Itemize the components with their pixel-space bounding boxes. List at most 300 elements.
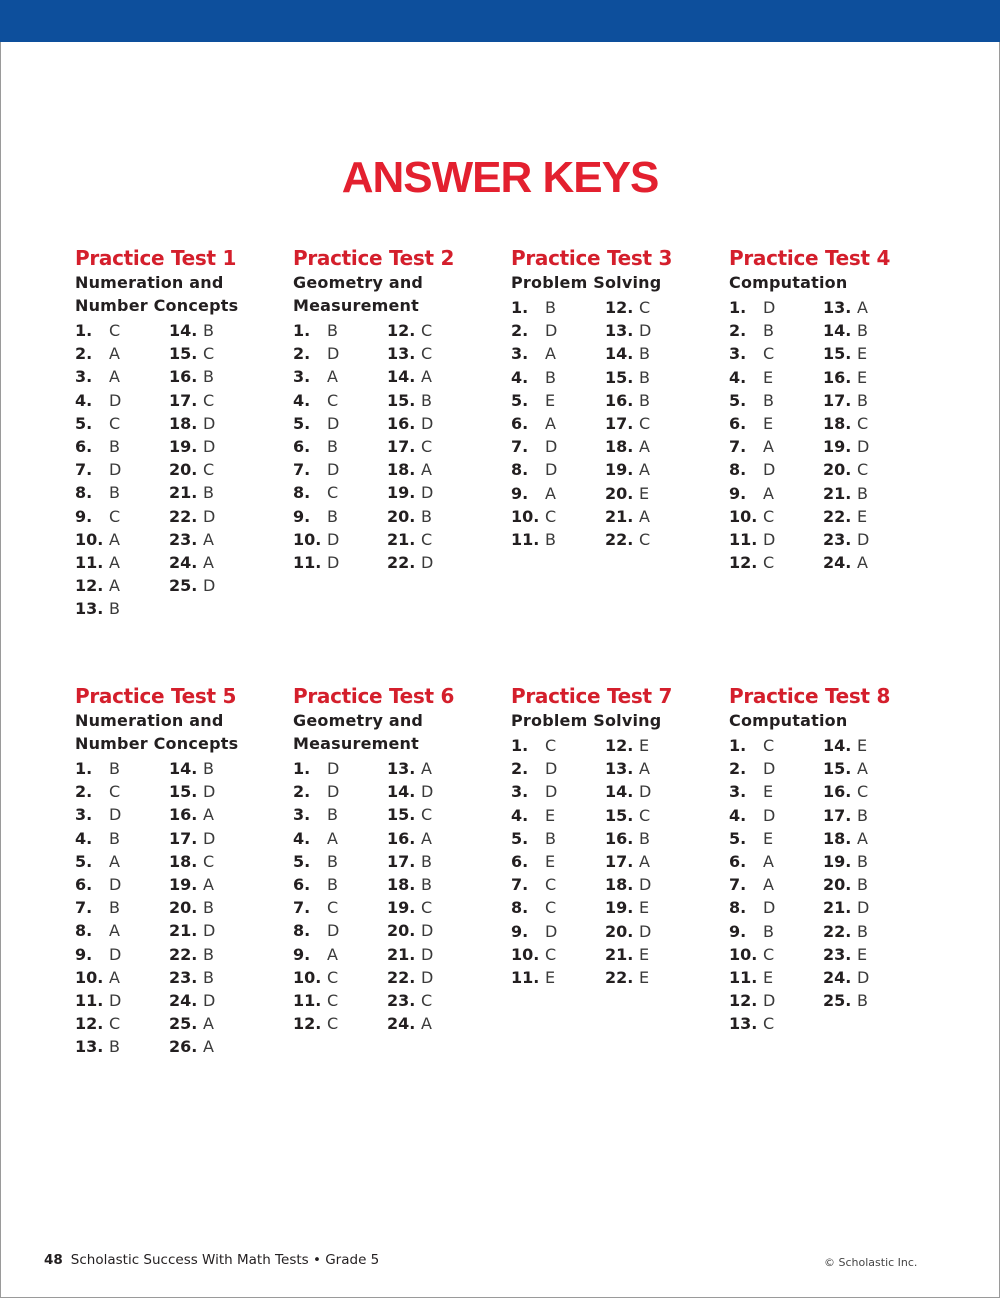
- answer-item: [823, 528, 869, 551]
- answer-item: [75, 919, 121, 942]
- answer-item: [169, 943, 215, 966]
- question-number: 14.: [169, 759, 198, 778]
- question-number: 26.: [169, 1037, 198, 1057]
- question-number: 17.: [387, 436, 416, 456]
- answer-letter: C: [109, 782, 121, 802]
- answer-item: [293, 966, 339, 989]
- answer-letter: C: [421, 898, 433, 918]
- question-number: 14.: [605, 782, 634, 802]
- answer-letter: A: [109, 851, 120, 871]
- answer-column: [729, 734, 775, 1035]
- question-number: 13.: [387, 344, 416, 364]
- question-number: 15.: [169, 344, 198, 364]
- answer-item: [75, 412, 121, 435]
- question-number: 18.: [823, 828, 852, 848]
- answer-letter: C: [763, 344, 775, 364]
- answer-letter: C: [109, 413, 121, 433]
- question-number: 15.: [605, 367, 634, 387]
- answer-letter: D: [545, 782, 558, 802]
- answer-letter: B: [421, 874, 432, 894]
- answer-letter: D: [545, 759, 558, 779]
- question-number: 21.: [387, 944, 416, 964]
- answer-letter: C: [109, 321, 121, 340]
- answer-item: [605, 896, 651, 919]
- question-number: 17.: [169, 390, 198, 410]
- answer-item: [387, 943, 433, 966]
- test-title: Practice Test 7: [511, 684, 673, 708]
- answer-item: [169, 528, 215, 551]
- answer-item: [75, 342, 121, 365]
- answer-item: [293, 896, 339, 919]
- answer-letter: C: [421, 344, 433, 364]
- answer-letter: C: [545, 898, 557, 918]
- answer-letter: B: [203, 759, 214, 778]
- test-title: Practice Test 5: [75, 684, 237, 708]
- question-number: 1.: [729, 736, 747, 755]
- question-number: 9.: [293, 944, 311, 964]
- answer-column: [75, 319, 121, 620]
- answer-item: [387, 551, 433, 574]
- answer-item: [169, 574, 215, 597]
- answer-item: [75, 319, 121, 342]
- question-number: 3.: [729, 782, 747, 802]
- answer-item: [729, 943, 775, 966]
- question-number: 13.: [387, 759, 416, 778]
- question-number: 7.: [729, 875, 747, 895]
- answer-item: [511, 342, 557, 365]
- answer-item: [729, 920, 775, 943]
- answer-letter: E: [763, 782, 774, 802]
- question-number: 17.: [823, 805, 852, 825]
- question-number: 9.: [511, 921, 529, 941]
- answer-letter: D: [421, 944, 434, 964]
- answer-letter: E: [639, 736, 650, 755]
- question-number: 19.: [169, 436, 198, 456]
- answer-item: [823, 804, 869, 827]
- question-number: 12.: [293, 1014, 322, 1034]
- question-number: 25.: [823, 991, 852, 1011]
- question-number: 1.: [729, 298, 747, 317]
- test-title: Practice Test 3: [511, 246, 673, 270]
- question-number: 16.: [605, 828, 634, 848]
- test-title: Practice Test 2: [293, 246, 455, 270]
- answer-item: [511, 482, 557, 505]
- answer-letter: C: [763, 944, 775, 964]
- page-title: ANSWER KEYS: [341, 153, 659, 202]
- answer-letter: D: [327, 529, 340, 549]
- question-number: 20.: [605, 483, 634, 503]
- answer-letter: A: [421, 828, 432, 848]
- answer-letter: D: [421, 921, 434, 941]
- answer-letter: C: [545, 944, 557, 964]
- question-number: 9.: [729, 483, 747, 503]
- answer-item: [729, 966, 775, 989]
- answer-letter: A: [639, 851, 650, 871]
- answer-letter: C: [203, 344, 215, 364]
- question-number: 22.: [823, 921, 852, 941]
- question-number: 20.: [605, 921, 634, 941]
- question-number: 19.: [605, 898, 634, 918]
- answer-letter: B: [763, 390, 774, 410]
- answer-letter: D: [203, 828, 216, 848]
- question-number: 2.: [729, 759, 747, 779]
- answer-item: [293, 989, 339, 1012]
- answer-column: [511, 734, 557, 989]
- question-number: 4.: [511, 367, 529, 387]
- question-number: 24.: [823, 553, 852, 573]
- answer-item: [169, 365, 215, 388]
- answer-item: [169, 435, 215, 458]
- answer-letter: E: [639, 967, 650, 987]
- answer-item: [605, 296, 651, 319]
- answer-item: [387, 827, 433, 850]
- question-number: 3.: [511, 344, 529, 364]
- question-number: 17.: [169, 828, 198, 848]
- answer-letter: B: [327, 506, 338, 526]
- answer-item: [75, 966, 121, 989]
- answer-item: [293, 803, 339, 826]
- answer-letter: C: [327, 483, 339, 503]
- answer-item: [511, 850, 557, 873]
- question-number: 23.: [169, 967, 198, 987]
- question-number: 6.: [729, 413, 747, 433]
- question-number: 13.: [605, 759, 634, 779]
- answer-letter: A: [545, 413, 556, 433]
- answer-letter: B: [763, 321, 774, 341]
- answer-column: [293, 319, 339, 574]
- answer-item: [729, 505, 775, 528]
- question-number: 3.: [293, 367, 311, 387]
- answer-letter: C: [857, 782, 869, 802]
- answer-letter: D: [545, 321, 558, 341]
- answer-item: [75, 803, 121, 826]
- answer-letter: D: [327, 413, 340, 433]
- answer-item: [293, 435, 339, 458]
- answer-item: [511, 757, 557, 780]
- question-number: 7.: [293, 460, 311, 480]
- answer-item: [729, 296, 775, 319]
- answer-letter: E: [763, 413, 774, 433]
- answer-item: [605, 482, 651, 505]
- question-number: 9.: [75, 944, 93, 964]
- answer-item: [293, 458, 339, 481]
- question-number: 6.: [511, 851, 529, 871]
- answer-letter: C: [639, 805, 651, 825]
- answer-item: [511, 873, 557, 896]
- answer-letter: D: [545, 437, 558, 457]
- answer-item: [823, 780, 869, 803]
- answer-letter: C: [421, 321, 433, 340]
- question-number: 21.: [605, 944, 634, 964]
- answer-letter: C: [109, 506, 121, 526]
- answer-letter: A: [639, 759, 650, 779]
- answer-item: [823, 342, 869, 365]
- answer-item: [75, 389, 121, 412]
- question-number: 5.: [511, 828, 529, 848]
- answer-letter: C: [545, 506, 557, 526]
- answer-item: [387, 896, 433, 919]
- answer-letter: A: [639, 460, 650, 480]
- answer-letter: B: [639, 390, 650, 410]
- question-number: 5.: [293, 413, 311, 433]
- footer-left: [44, 1252, 379, 1268]
- answer-item: [387, 528, 433, 551]
- test-title: Practice Test 1: [75, 246, 237, 270]
- answer-item: [387, 850, 433, 873]
- answer-item: [511, 505, 557, 528]
- answer-letter: D: [109, 990, 122, 1010]
- answer-item: [169, 458, 215, 481]
- answer-letter: C: [421, 805, 433, 825]
- question-number: 12.: [605, 736, 634, 755]
- answer-letter: D: [203, 921, 216, 941]
- question-number: 13.: [75, 1037, 104, 1057]
- answer-item: [605, 528, 651, 551]
- answer-item: [293, 757, 339, 780]
- question-number: 5.: [729, 390, 747, 410]
- answer-letter: D: [421, 782, 434, 802]
- practice-test-8-block: [729, 683, 939, 1034]
- question-number: 22.: [605, 529, 634, 549]
- answer-letter: B: [203, 321, 214, 340]
- answer-letter: A: [763, 851, 774, 871]
- answer-letter: B: [545, 367, 556, 387]
- answer-letter: E: [545, 967, 556, 987]
- question-number: 4.: [75, 828, 93, 848]
- answer-letter: A: [109, 967, 120, 987]
- practice-test-5-block: [75, 683, 285, 1057]
- question-number: 16.: [387, 413, 416, 433]
- answer-item: [293, 365, 339, 388]
- answer-item: [511, 827, 557, 850]
- question-number: 8.: [511, 460, 529, 480]
- answer-letter: B: [857, 390, 868, 410]
- answer-item: [823, 412, 869, 435]
- answer-item: [729, 850, 775, 873]
- copyright: © Scholastic Inc.: [824, 1256, 918, 1269]
- answer-item: [387, 505, 433, 528]
- question-number: 18.: [387, 874, 416, 894]
- answer-item: [605, 920, 651, 943]
- question-number: 22.: [169, 944, 198, 964]
- answer-item: [387, 435, 433, 458]
- question-number: 15.: [387, 805, 416, 825]
- question-number: 6.: [75, 874, 93, 894]
- answer-item: [605, 734, 651, 757]
- answer-letter: A: [109, 921, 120, 941]
- answer-item: [729, 827, 775, 850]
- question-number: 7.: [729, 437, 747, 457]
- question-number: 16.: [169, 805, 198, 825]
- answer-item: [605, 319, 651, 342]
- answer-item: [75, 873, 121, 896]
- question-number: 11.: [75, 990, 104, 1010]
- answer-letter: D: [327, 759, 340, 778]
- answer-letter: B: [639, 828, 650, 848]
- answer-item: [823, 827, 869, 850]
- answer-item: [387, 319, 433, 342]
- answer-letter: A: [109, 344, 120, 364]
- question-number: 9.: [511, 483, 529, 503]
- question-number: 8.: [293, 921, 311, 941]
- answer-item: [75, 827, 121, 850]
- answer-letter: C: [203, 851, 215, 871]
- answer-letter: D: [109, 390, 122, 410]
- question-number: 24.: [169, 552, 198, 572]
- answer-letter: A: [763, 483, 774, 503]
- answer-letter: A: [857, 298, 868, 317]
- question-number: 19.: [169, 874, 198, 894]
- question-number: 9.: [293, 506, 311, 526]
- answer-item: [823, 551, 869, 574]
- answer-letter: B: [857, 991, 868, 1011]
- question-number: 16.: [823, 782, 852, 802]
- answer-item: [293, 919, 339, 942]
- answer-letter: D: [327, 460, 340, 480]
- answer-letter: A: [327, 828, 338, 848]
- answer-letter: A: [203, 874, 214, 894]
- answer-letter: A: [639, 437, 650, 457]
- question-number: 14.: [387, 367, 416, 387]
- answer-letter: D: [203, 436, 216, 456]
- answer-item: [169, 342, 215, 365]
- answer-item: [75, 1035, 121, 1058]
- answer-letter: C: [857, 460, 869, 480]
- question-number: 21.: [823, 483, 852, 503]
- question-number: 3.: [729, 344, 747, 364]
- answer-column: [169, 757, 215, 1058]
- question-number: 4.: [293, 390, 311, 410]
- answer-item: [387, 803, 433, 826]
- answer-item: [511, 366, 557, 389]
- answer-letter: D: [109, 805, 122, 825]
- answer-item: [511, 389, 557, 412]
- answer-letter: B: [327, 851, 338, 871]
- answer-item: [823, 458, 869, 481]
- question-number: 8.: [729, 460, 747, 480]
- question-number: 21.: [169, 921, 198, 941]
- question-number: 2.: [75, 782, 93, 802]
- test-subtitle: Measurement: [293, 734, 419, 753]
- answer-letter: E: [763, 967, 774, 987]
- answer-item: [823, 389, 869, 412]
- answer-letter: D: [545, 460, 558, 480]
- question-number: 8.: [511, 898, 529, 918]
- answer-item: [823, 943, 869, 966]
- answer-letter: B: [109, 828, 120, 848]
- question-number: 6.: [511, 413, 529, 433]
- test-title: Practice Test 6: [293, 684, 455, 708]
- answer-letter: A: [421, 759, 432, 778]
- question-number: 21.: [387, 529, 416, 549]
- answer-letter: B: [109, 483, 120, 503]
- answer-letter: D: [421, 967, 434, 987]
- question-number: 1.: [511, 298, 529, 317]
- answer-letter: C: [763, 736, 775, 755]
- question-number: 20.: [169, 460, 198, 480]
- practice-test-1-block: [75, 245, 285, 619]
- answer-column: [605, 296, 651, 551]
- answer-letter: A: [203, 552, 214, 572]
- question-number: 1.: [293, 321, 311, 340]
- answer-letter: C: [857, 413, 869, 433]
- answer-item: [729, 319, 775, 342]
- answer-letter: A: [857, 828, 868, 848]
- question-number: 20.: [387, 921, 416, 941]
- answer-letter: D: [109, 460, 122, 480]
- question-number: 18.: [823, 413, 852, 433]
- question-number: 12.: [387, 321, 416, 340]
- answer-item: [729, 551, 775, 574]
- answer-letter: C: [327, 390, 339, 410]
- answer-item: [605, 804, 651, 827]
- test-subtitle: Computation: [729, 273, 848, 292]
- question-number: 16.: [823, 367, 852, 387]
- question-number: 20.: [823, 875, 852, 895]
- answer-item: [605, 389, 651, 412]
- answer-letter: D: [639, 875, 652, 895]
- answer-item: [823, 505, 869, 528]
- question-number: 1.: [75, 759, 93, 778]
- answer-letter: C: [639, 413, 651, 433]
- question-number: 10.: [511, 944, 540, 964]
- question-number: 11.: [729, 529, 758, 549]
- answer-letter: D: [763, 460, 776, 480]
- answer-letter: E: [639, 898, 650, 918]
- answer-letter: E: [857, 736, 868, 755]
- answer-letter: E: [545, 851, 556, 871]
- answer-item: [75, 943, 121, 966]
- question-number: 24.: [169, 990, 198, 1010]
- question-number: 6.: [293, 874, 311, 894]
- answer-item: [75, 1012, 121, 1035]
- question-number: 3.: [293, 805, 311, 825]
- answer-letter: D: [763, 759, 776, 779]
- answer-item: [293, 943, 339, 966]
- question-number: 1.: [75, 321, 93, 340]
- answer-item: [169, 850, 215, 873]
- answer-column: [605, 734, 651, 989]
- question-number: 2.: [75, 344, 93, 364]
- answer-letter: C: [327, 1014, 339, 1034]
- answer-letter: A: [203, 529, 214, 549]
- answer-item: [511, 920, 557, 943]
- question-number: 25.: [169, 576, 198, 596]
- question-number: 2.: [511, 759, 529, 779]
- question-number: 8.: [293, 483, 311, 503]
- answer-letter: E: [545, 390, 556, 410]
- question-number: 2.: [511, 321, 529, 341]
- question-number: 23.: [823, 529, 852, 549]
- answer-item: [823, 319, 869, 342]
- question-number: 7.: [75, 898, 93, 918]
- question-number: 10.: [293, 529, 322, 549]
- answer-letter: D: [327, 344, 340, 364]
- answer-letter: A: [203, 1037, 214, 1057]
- question-number: 7.: [75, 460, 93, 480]
- answer-letter: B: [639, 367, 650, 387]
- question-number: 24.: [823, 967, 852, 987]
- question-number: 18.: [605, 437, 634, 457]
- answer-item: [511, 458, 557, 481]
- question-number: 21.: [605, 506, 634, 526]
- question-number: 21.: [169, 483, 198, 503]
- answer-letter: B: [545, 529, 556, 549]
- test-title: Practice Test 4: [729, 246, 891, 270]
- question-number: 10.: [729, 944, 758, 964]
- practice-test-6-block: [293, 683, 503, 1034]
- answer-letter: D: [639, 921, 652, 941]
